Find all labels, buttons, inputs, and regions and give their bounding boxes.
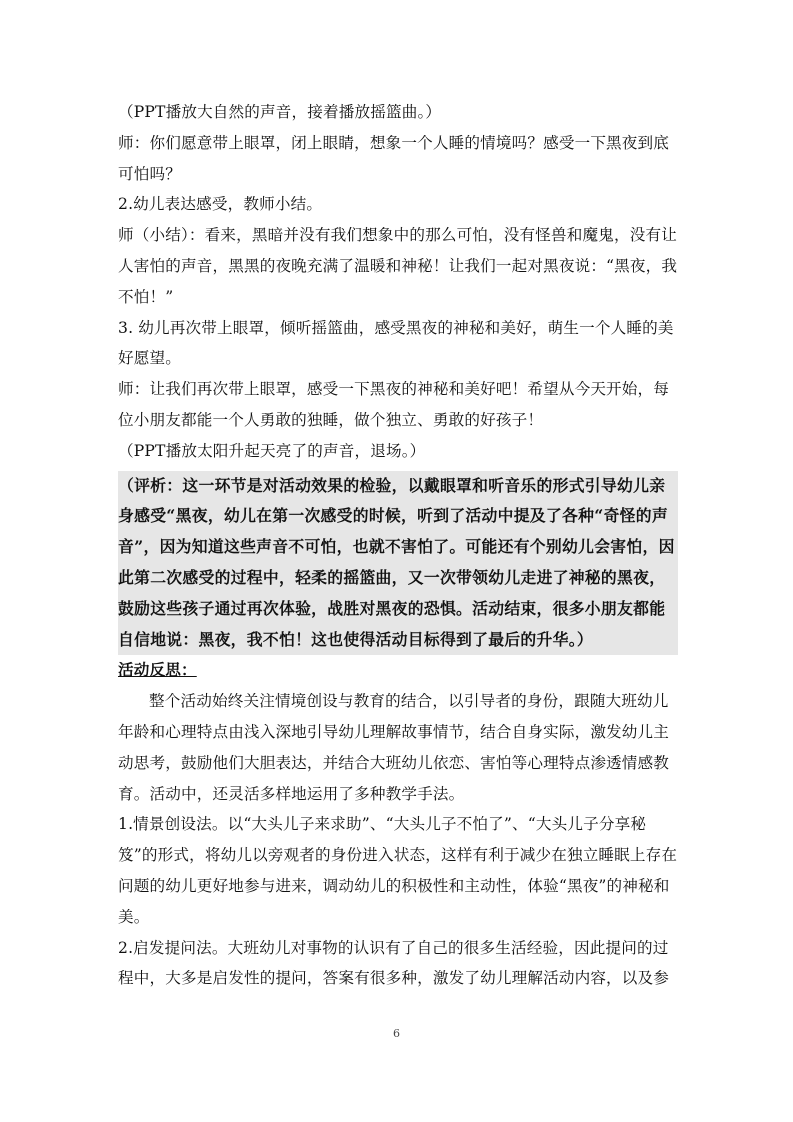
reflection-heading-line (118, 655, 678, 686)
paragraph-step-3: 3. 幼儿再次带上眼罩，倾听摇篮曲，感受黑夜的神秘和美好，萌生一个人睡的美好愿望。 (118, 318, 674, 368)
reflection-intro: 整个活动始终关注情境创设与教育的结合，以引导者的身份，跟随大班幼儿年龄和心理特点由浅入深地引导幼儿理解故事情节，结合自身实际，激发幼儿主动思考，鼓励他们大胆表达，并结合大班幼儿依恋、害怕等心理特点渗透情感教育。活动中，还灵活多样地运用了多种教学手法。 (118, 692, 670, 803)
paragraph-teacher-encourage: 师：让我们再次带上眼罩，感受一下黑夜的神秘和美好吧！希望从今天开始，每位小朋友都能一个人勇敢的独睡，做个独立、勇敢的好孩子！ (118, 380, 670, 429)
paragraph-ppt-nature-sound: （PPT播放大自然的声音，接着播放摇篮曲。） (118, 103, 442, 121)
page-content (118, 97, 678, 994)
evaluation-text: （评析：这一环节是对活动效果的检验，以戴眼罩和听音乐的形式引导幼儿亲身感受“黑夜，幼儿在第一次感受的时候，听到了活动中提及了各种“奇怪的声音”，因为知道这些声音不可怕，也就不害怕了。可能还有个别幼儿会害怕，因此第二次感受的过程中，轻柔的摇篮曲，又一次带领幼儿走进了神秘的黑夜，鼓励这些孩子通过再次体验，战胜对黑夜的恐惧。活动结束，很多小朋友都能自信地说：黑夜，我不怕！这也使得活动目标得到了最后的升华。） (118, 471, 678, 656)
reflection-heading: 活动反思： (118, 660, 197, 680)
method-questioning: 2.启发提问法。大班幼儿对事物的认识有了自己的很多生活经验，因此提问的过程中，大多是启发性的提问，答案有很多种，激发了幼儿理解活动内容，以及参 (118, 938, 670, 988)
paragraph-teacher-eye-mask: 师：你们愿意带上眼罩，闭上眼睛，想象一个人睡的情境吗？感受一下黑夜到底可怕吗？ (118, 133, 670, 183)
paragraph-ppt-sunrise: （PPT播放太阳升起天亮了的声音，退场。） (118, 441, 426, 460)
paragraph-step-2: 2.幼儿表达感受，教师小结。 (118, 195, 323, 214)
paragraph-teacher-summary: 师（小结）：看来，黑暗并没有我们想象中的那么可怕，没有怪兽和魔鬼，没有让人害怕的声音，黑黑的夜晚充满了温暖和神秘！让我们一起对黑夜说：“黑夜，我不怕！” (118, 226, 678, 306)
page-number: 6 (393, 1027, 400, 1040)
evaluation-block (118, 471, 678, 656)
method-scenario: 1.情景创设法。以“大头儿子来求助”、“大头儿子不怕了”、“大头儿子分享秘笈”的形式，将幼儿以旁观者的身份进入状态，这样有利于减少在独立睡眠上存在问题的幼儿更好地参与进来，调动幼儿的积极性和主动性，体验“黑夜”的神秘和美。 (118, 815, 678, 926)
